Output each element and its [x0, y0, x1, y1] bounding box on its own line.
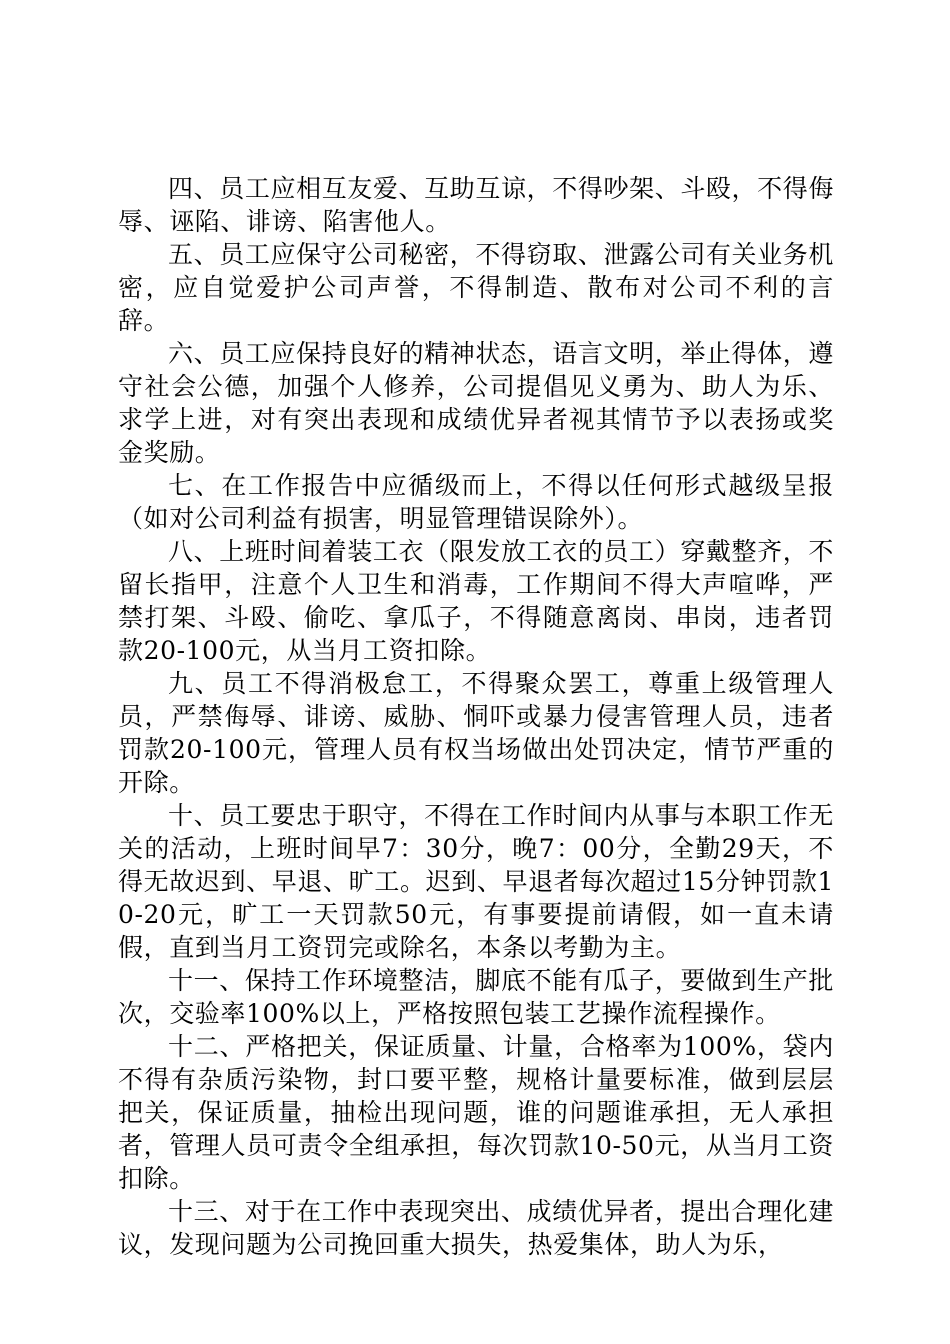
- paragraph-rule-5: 五、员工应保守公司秘密，不得窃取、泄露公司有关业务机密，应自觉爱护公司声誉，不得制造、散布对公司不利的言辞。: [118, 240, 834, 335]
- paragraph-rule-8: 八、上班时间着装工衣（限发放工衣的员工）穿戴整齐，不留长指甲，注意个人卫生和消毒，工作期间不得大声喧哗，严禁打架、斗殴、偷吃、拿瓜子，不得随意离岗、串岗，违者罚款20-100元，从当月工资扣除。: [118, 537, 834, 665]
- paragraph-rule-11: 十一、保持工作环境整洁，脚底不能有瓜子，要做到生产批次，交验率100%以上，严格按照包装工艺操作流程操作。: [118, 966, 834, 1028]
- paragraph-rule-9: 九、员工不得消极怠工，不得聚众罢工，尊重上级管理人员，严禁侮辱、诽谤、威胁、恫吓或暴力侵害管理人员，违者罚款20-100元，管理人员有权当场做出处罚决定，情节严重的开除。: [118, 669, 834, 797]
- paragraph-rule-7: 七、在工作报告中应循级而上，不得以任何形式越级呈报（如对公司利益有损害，明显管理错误除外）。: [118, 471, 834, 533]
- document-body: [118, 172, 834, 1261]
- paragraph-rule-6: 六、员工应保持良好的精神状态，语言文明，举止得体，遵守社会公德，加强个人修养，公司提倡见义勇为、助人为乐、求学上进，对有突出表现和成绩优异者视其情节予以表扬或奖金奖励。: [118, 339, 834, 467]
- paragraph-rule-12: 十二、严格把关，保证质量、计量，合格率为100%，袋内不得有杂质污染物，封口要平整，规格计量要标准，做到层层把关，保证质量，抽检出现问题，谁的问题谁承担，无人承担者，管理人员可责令全组承担，每次罚款10-50元，从当月工资扣除。: [118, 1032, 834, 1193]
- paragraph-rule-4: 四、员工应相互友爱、互助互谅，不得吵架、斗殴，不得侮辱、诬陷、诽谤、陷害他人。: [118, 174, 834, 236]
- paragraph-rule-13: 十三、对于在工作中表现突出、成绩优异者，提出合理化建议，发现问题为公司挽回重大损失，热爱集体，助人为乐，: [118, 1197, 834, 1259]
- paragraph-rule-10: 十、员工要忠于职守，不得在工作时间内从事与本职工作无关的活动，上班时间早7：30分，晚7：00分，全勤29天，不得无故迟到、早退、旷工。迟到、早退者每次超过15分钟罚款10-20元，旷工一天罚款50元，有事要提前请假，如一直未请假，直到当月工资罚完或除名，本条以考勤为主。: [118, 801, 834, 962]
